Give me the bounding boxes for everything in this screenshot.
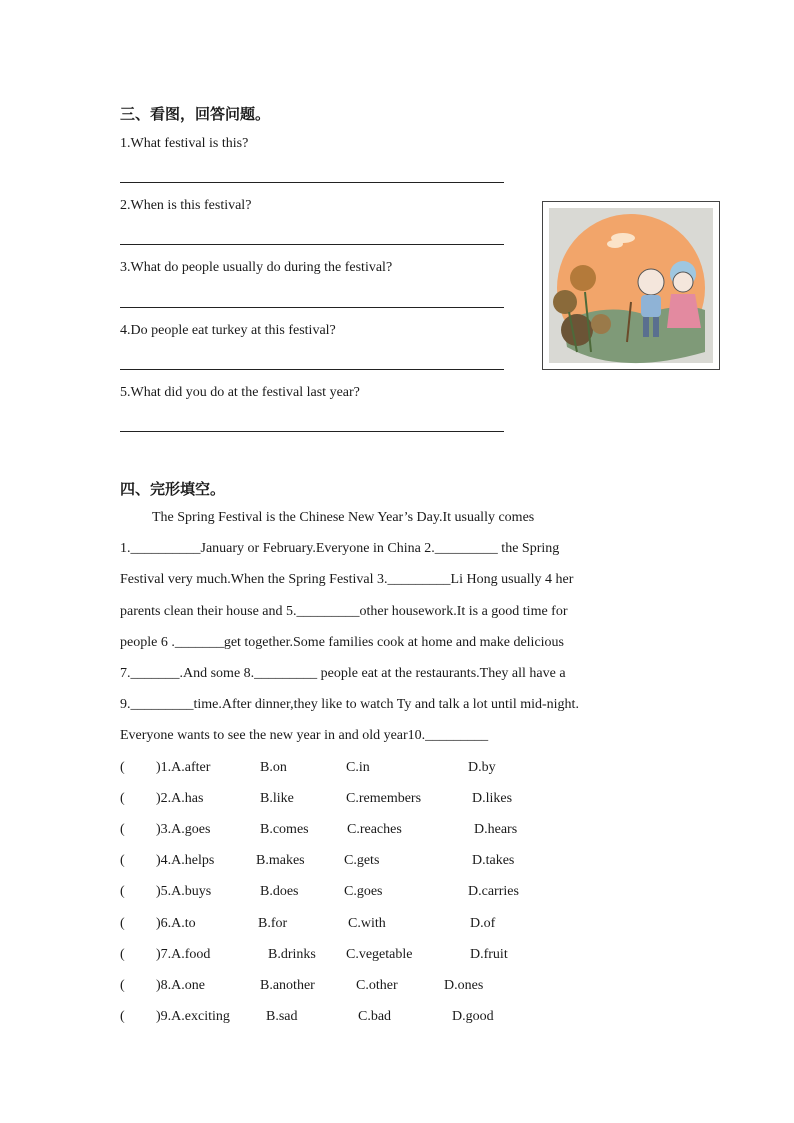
option-a: )5.A.buys: [156, 884, 212, 899]
option-b: B.drinks: [268, 947, 316, 962]
answer-line-1[interactable]: [120, 182, 504, 183]
option-a: )8.A.one: [156, 978, 205, 993]
option-c: C.with: [348, 916, 386, 931]
section4-heading: 四、完形填空。: [120, 480, 226, 498]
answer-paren[interactable]: (: [120, 1009, 125, 1024]
option-a: )7.A.food: [156, 947, 211, 962]
question-5: 5.What did you do at the festival last year?: [120, 385, 360, 400]
passage-line-4: parents clean their house and 5._________other housework.It is a good time for: [120, 604, 568, 619]
option-d: D.fruit: [470, 947, 508, 962]
option-c: C.in: [346, 760, 370, 775]
option-a: )2.A.has: [156, 791, 204, 806]
passage-line-6: 7._______.And some 8._________ people eat at the restaurants.They all have a: [120, 666, 566, 681]
answer-paren[interactable]: (: [120, 884, 125, 899]
question-1: 1.What festival is this?: [120, 136, 249, 151]
passage-line-1: The Spring Festival is the Chinese New Year’s Day.It usually comes: [152, 510, 535, 525]
option-b: B.comes: [260, 822, 309, 837]
passage-line-7: 9._________time.After dinner,they like to watch Ty and talk a lot until mid-night.: [120, 697, 579, 712]
answer-line-4[interactable]: [120, 369, 504, 370]
question-4: 4.Do people eat turkey at this festival?: [120, 323, 336, 338]
answer-paren[interactable]: (: [120, 791, 125, 806]
option-c: C.reaches: [347, 822, 402, 837]
option-d: D.by: [468, 760, 496, 775]
section3-heading: 三、看图，回答问题。: [120, 105, 271, 123]
option-b: B.like: [260, 791, 294, 806]
option-d: D.takes: [472, 853, 515, 868]
option-c: C.other: [356, 978, 398, 993]
option-b: B.does: [260, 884, 299, 899]
option-c: C.remembers: [346, 791, 422, 806]
passage-line-3: Festival very much.When the Spring Festival 3._________Li Hong usually 4 her: [120, 572, 574, 587]
passage-line-8: Everyone wants to see the new year in and old year10._________: [120, 728, 489, 743]
option-d: D.of: [470, 916, 496, 931]
option-a: )4.A.helps: [156, 853, 215, 868]
answer-line-2[interactable]: [120, 244, 504, 245]
answer-line-5[interactable]: [120, 431, 504, 432]
option-b: B.sad: [266, 1009, 298, 1024]
option-b: B.makes: [256, 853, 305, 868]
option-c: C.gets: [344, 853, 380, 868]
passage-line-2: 1.__________January or February.Everyone in China 2._________ the Spring: [120, 541, 560, 556]
option-d: D.good: [452, 1009, 494, 1024]
question-3: 3.What do people usually do during the festival?: [120, 260, 393, 275]
option-a: )1.A.after: [156, 760, 211, 775]
answer-paren[interactable]: (: [120, 760, 125, 775]
passage-line-5: people 6 ._______get together.Some families cook at home and make delicious: [120, 635, 565, 650]
festival-illustration: [543, 202, 719, 369]
option-d: D.likes: [472, 791, 513, 806]
answer-paren[interactable]: (: [120, 822, 125, 837]
option-a: )3.A.goes: [156, 822, 211, 837]
question-2: 2.When is this festival?: [120, 198, 252, 213]
answer-paren[interactable]: (: [120, 853, 125, 868]
answer-paren[interactable]: (: [120, 947, 125, 962]
answer-paren[interactable]: (: [120, 978, 125, 993]
answer-paren[interactable]: (: [120, 916, 125, 931]
option-c: C.goes: [344, 884, 383, 899]
option-a: )6.A.to: [156, 916, 196, 931]
option-c: C.bad: [358, 1009, 392, 1024]
option-d: D.hears: [474, 822, 518, 837]
option-d: D.ones: [444, 978, 484, 993]
option-b: B.another: [260, 978, 315, 993]
option-d: D.carries: [468, 884, 519, 899]
festival-picture: [542, 201, 720, 370]
option-b: B.on: [260, 760, 287, 775]
option-b: B.for: [258, 916, 288, 931]
answer-line-3[interactable]: [120, 307, 504, 308]
option-c: C.vegetable: [346, 947, 413, 962]
option-a: )9.A.exciting: [156, 1009, 230, 1024]
